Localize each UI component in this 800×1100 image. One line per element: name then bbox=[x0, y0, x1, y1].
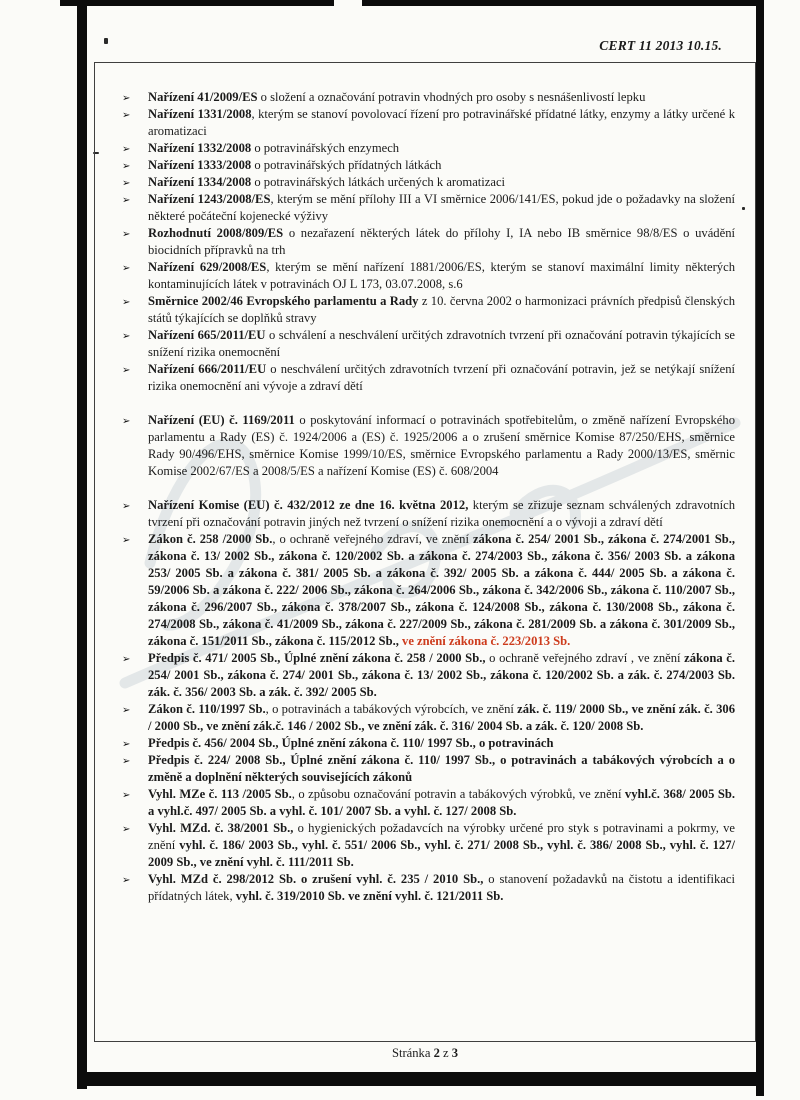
scan-edge-right bbox=[756, 0, 764, 1096]
page-number-text: Stránka 2 z 3 bbox=[391, 1046, 459, 1060]
list-item-text: Vyhl. MZd č. 298/2012 Sb. o zrušení vyhl. č. 235 / 2010 Sb., o stanovení požadavků na čistotu a identifikaci přídatných látek, vyhl. č. 319/2010 Sb. ve znění vyhl. č. 121/2011 Sb. bbox=[148, 872, 735, 903]
bullet-arrow-icon: ➢ bbox=[122, 144, 131, 155]
list-item bbox=[121, 140, 735, 157]
bullet-arrow-icon: ➢ bbox=[122, 739, 131, 750]
bullet-arrow-icon: ➢ bbox=[122, 705, 131, 716]
bullet-arrow-icon: ➢ bbox=[122, 756, 131, 767]
list-item-text: Zákon č. 110/1997 Sb., o potravinách a tabákových výrobcích, ve znění zák. č. 119/ 2000 Sb., ve znění zák. č. 306 / 2000 Sb., ve znění zák.č. 146 / 2002 Sb., ve znění zák. č. 316/ 2004 Sb. a zák. č. 120/ 2008 Sb. bbox=[148, 702, 735, 733]
bullet-arrow-icon: ➢ bbox=[122, 790, 131, 801]
bullet-arrow-icon: ➢ bbox=[122, 263, 131, 274]
list-item bbox=[121, 293, 735, 327]
list-item bbox=[121, 225, 735, 259]
list-item-text: Předpis č. 456/ 2004 Sb., Úplné znění zákona č. 110/ 1997 Sb., o potravinách bbox=[148, 736, 554, 750]
list-item-text: Nařízení 41/2009/ES o složení a označování potravin vhodných pro osoby s nesnášenlivostí lepku bbox=[148, 90, 646, 104]
content-frame bbox=[94, 62, 756, 1042]
list-item-text: Nařízení 629/2008/ES, kterým se mění nařízení 1881/2006/ES, kterým se stanoví maximální limity některých kontaminujících látek v potravinách OJ L 173, 03.07.2008, s.6 bbox=[148, 260, 735, 291]
bullet-arrow-icon: ➢ bbox=[122, 110, 131, 121]
list-item-text: Nařízení 1332/2008 o potravinářských enzymech bbox=[148, 141, 400, 155]
scan-edge-top-gap bbox=[334, 0, 362, 6]
list-item bbox=[121, 191, 735, 225]
list-item-text: Předpis č. 224/ 2008 Sb., Úplné znění zákona č. 110/ 1997 Sb., o potravinách a tabákových výrobcích a o změně a doplnění některých souvisejících zákonů bbox=[148, 753, 735, 784]
list-item bbox=[121, 327, 735, 361]
list-item-text: Zákon č. 258 /2000 Sb., o ochraně veřejného zdraví, ve znění zákona č. 254/ 2001 Sb., zákona č. 274/2001 Sb., zákona č. 13/ 2002 Sb., zákona č. 120/2002 Sb. a zákona č. 274/2003 Sb., zákona č. 356/ 2003 Sb. a zákona 253/ 2005 Sb. a zákona č. 381/ 2005 Sb. a zákona č. 392/ 2005 Sb. a zákona č. 444/ 2005 Sb. a zákona č. 59/2006 Sb. a zákona č. 222/ 2006 Sb., zákona č. 264/2006 Sb., zákona č. 342/2006 Sb., zákona č. 110/2007 Sb., zákona č. 296/2007 Sb., zákona č. 378/2007 Sb., zákona č. 124/2008 Sb., zákona č. 130/2008 Sb., zákona č. 274/2008 Sb., zákona č. 41/2009 Sb., zákona č. 227/2009 Sb., zákona č. 281/2009 Sb. a zákona č. 301/2009 Sb., zákona č. 151/2011 Sb., zákona č. 115/2012 Sb., ve znění zákona č. 223/2013 Sb. bbox=[148, 532, 736, 648]
list-item-text: Nařízení 665/2011/EU o schválení a neschválení určitých zdravotních tvrzení při označování potravin týkajících se snížení rizika onemocnění bbox=[148, 328, 735, 359]
list-item bbox=[121, 650, 735, 701]
list-item bbox=[121, 157, 735, 174]
list-item-text: Nařízení 1243/2008/ES, kterým se mění přílohy III a VI směrnice 2006/141/ES, pokud jde o požadavky na složení některé počáteční kojenecké výživy bbox=[148, 192, 736, 223]
list-item bbox=[121, 735, 735, 752]
bullet-arrow-icon: ➢ bbox=[122, 416, 131, 427]
page-footer bbox=[94, 1046, 756, 1061]
regulation-list bbox=[121, 89, 735, 905]
scan-edge-bottom bbox=[85, 1072, 761, 1086]
bullet-arrow-icon: ➢ bbox=[122, 654, 131, 665]
list-item-text: Předpis č. 471/ 2005 Sb., Úplné znění zákona č. 258 / 2000 Sb., o ochraně veřejného zdraví , ve znění zákona č. 254/ 2001 Sb., zákona č. 274/ 2001 Sb., zákona č. 13/ 2002 Sb., zákona č. 120/2002 Sb. a zák. č. 274/2003 Sb. zák. č. 356/ 2003 Sb. a zák. č. 392/ 2005 Sb. bbox=[148, 651, 736, 699]
scan-edge-left bbox=[77, 5, 87, 1089]
bullet-arrow-icon: ➢ bbox=[122, 535, 131, 546]
list-item bbox=[121, 106, 735, 140]
bullet-arrow-icon: ➢ bbox=[122, 331, 131, 342]
list-item bbox=[121, 752, 735, 786]
list-item-text: Nařízení 1333/2008 o potravinářských přídatných látkách bbox=[148, 158, 442, 172]
bullet-arrow-icon: ➢ bbox=[122, 824, 131, 835]
list-item bbox=[121, 412, 735, 480]
header-text: CERT 11 2013 10.15. bbox=[599, 38, 722, 53]
document-header bbox=[94, 38, 722, 54]
list-item-text: Vyhl. MZe č. 113 /2005 Sb., o způsobu označování potravin a tabákových výrobků, ve znění vyhl.č. 368/ 2005 Sb. a vyhl.č. 497/ 2005 Sb. a vyhl. č. 101/ 2007 Sb. a vyhl. č. 127/ 2008 Sb. bbox=[148, 787, 735, 818]
list-item bbox=[121, 259, 735, 293]
bullet-arrow-icon: ➢ bbox=[122, 178, 131, 189]
list-item bbox=[121, 531, 735, 650]
list-item-text: Nařízení 1334/2008 o potravinářských látkách určených k aromatizaci bbox=[148, 175, 506, 189]
list-item-text: Směrnice 2002/46 Evropského parlamentu a Rady z 10. června 2002 o harmonizaci právních předpisů členských států týkajících se doplňků stravy bbox=[148, 294, 735, 325]
list-item-text: Rozhodnutí 2008/809/ES o nezařazení některých látek do přílohy I, IA nebo IB směrnice 98/8/ES o uvádění biocidních přípravků na trh bbox=[148, 226, 735, 257]
bullet-arrow-icon: ➢ bbox=[122, 875, 131, 886]
bullet-arrow-icon: ➢ bbox=[122, 195, 131, 206]
list-item-text: Vyhl. MZd. č. 38/2001 Sb., o hygienických požadavcích na výrobky určené pro styk s potravinami a pokrmy, ve znění vyhl. č. 186/ 2003 Sb., vyhl. č. 551/ 2006 Sb., vyhl. č. 271/ 2008 Sb., vyhl. č. 386/ 2008 Sb., vyhl. č. 127/ 2009 Sb., ve znění vyhl. č. 111/2011 Sb. bbox=[148, 821, 736, 869]
list-item-text: Nařízení Komise (EU) č. 432/2012 ze dne 16. května 2012, kterým se zřizuje seznam schválených zdravotních tvrzení při označování potravin jiných než tvrzení o snížení rizika onemocnění a o vývoji a zdraví dětí bbox=[148, 498, 735, 529]
bullet-arrow-icon: ➢ bbox=[122, 365, 131, 376]
list-item bbox=[121, 820, 735, 871]
bullet-arrow-icon: ➢ bbox=[122, 501, 131, 512]
scan-edge-top bbox=[60, 0, 762, 6]
list-item-text: Nařízení (EU) č. 1169/2011 o poskytování informací o potravinách spotřebitelům, o změně nařízení Evropského parlamentu a Rady (ES) č. 1924/2006 a (ES) č. 1925/2006 a o zrušení směrnice Komise 87/250/EHS, směrnice Rady 90/496/EHS, směrnice Komise 1999/10/ES, směrnice Evropského parlamentu a Rady 2000/13/ES, směrnic Komise 2002/67/ES a 2008/5/ES a nařízení Komise (ES) č. 608/2004 bbox=[148, 413, 735, 478]
list-item bbox=[121, 361, 735, 395]
list-item bbox=[121, 786, 735, 820]
list-item bbox=[121, 497, 735, 531]
bullet-arrow-icon: ➢ bbox=[122, 161, 131, 172]
list-item-text: Nařízení 666/2011/EU o neschválení určitých zdravotních tvrzení při označování potravin, jež se netýkají snížení rizika onemocnění ani vývoje a zdraví dětí bbox=[148, 362, 735, 393]
list-item bbox=[121, 871, 735, 905]
bullet-arrow-icon: ➢ bbox=[122, 297, 131, 308]
list-item bbox=[121, 174, 735, 191]
list-item bbox=[121, 701, 735, 735]
list-item-text: Nařízení 1331/2008, kterým se stanoví povolovací řízení pro potravinářské přídatné látky, enzymy a látky určené k aromatizaci bbox=[148, 107, 735, 138]
bullet-arrow-icon: ➢ bbox=[122, 229, 131, 240]
list-item bbox=[121, 89, 735, 106]
bullet-arrow-icon: ➢ bbox=[122, 93, 131, 104]
